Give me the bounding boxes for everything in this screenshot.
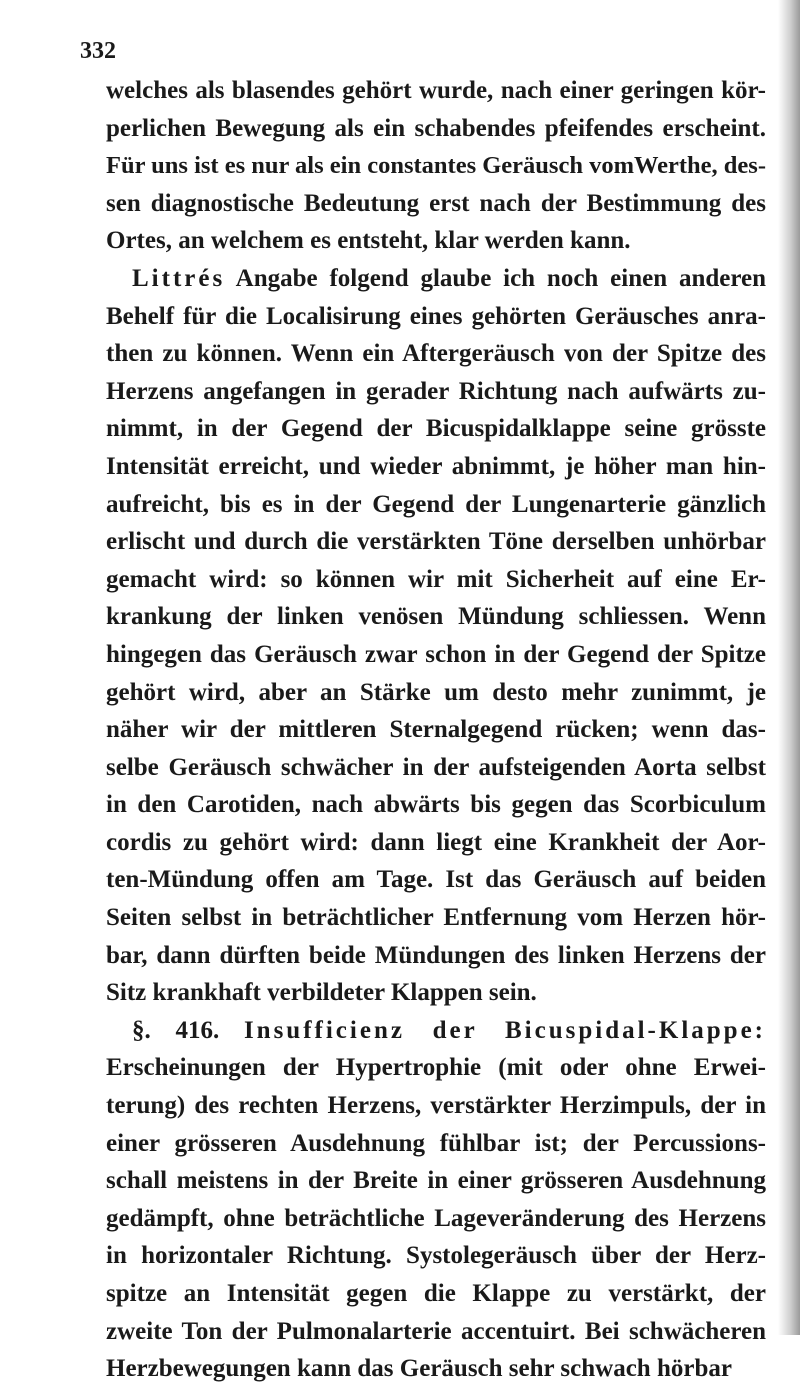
text-line: then zu können. Wenn ein Aftergeräusch von der Spitze des [106, 340, 766, 368]
text-line: nimmt, in der Gegend der Bicuspidalklappe seine grösste [106, 415, 766, 443]
author-name: Littrés [132, 264, 226, 292]
text-line: ten-Mündung offen am Tage. Ist das Geräusch auf beiden [106, 866, 766, 894]
text-line: krankung der linken venösen Mündung schliessen. Wenn [106, 603, 766, 631]
text-line: aufreicht, bis es in der Gegend der Lungenarterie gänzlich [106, 490, 766, 518]
text-line: Für uns ist es nur als ein constantes Geräusch vomWerthe, des- [106, 152, 766, 180]
text-line: Intensität erreicht, und wieder abnimmt, je höher man hin- [106, 452, 766, 480]
text-line: Erscheinungen der Hypertrophie (mit oder ohne Erwei- [106, 1054, 766, 1082]
text-line: bar, dann dürften beide Mündungen des linken Herzens der [106, 941, 766, 969]
text-line: sen diagnostische Bedeutung erst nach der Bestimmung des [106, 189, 766, 217]
text-line: in den Carotiden, nach abwärts bis gegen das Scorbiculum [106, 791, 766, 819]
text-line [106, 260, 766, 298]
text-line: perlichen Bewegung als ein schabendes pfeifendes erscheint. [106, 114, 766, 142]
text-line: Behelf für die Localisirung eines gehörten Geräusches anra- [106, 302, 766, 330]
text-line: Seiten selbst in beträchtlicher Entfernung vom Herzen hör- [106, 904, 766, 932]
body-text [106, 72, 766, 1388]
text-line: in horizontaler Richtung. Systolegeräusch über der Herz- [106, 1242, 766, 1270]
text-line: einer grösseren Ausdehnung fühlbar ist; der Percussions- [106, 1129, 766, 1157]
text-line: cordis zu gehört wird: dann liegt eine Krankheit der Aor- [106, 828, 766, 856]
text-line: gedämpft, ohne beträchtliche Lageveränderung des Herzens [106, 1204, 766, 1232]
text-line: erlischt und durch die verstärkten Töne derselben unhörbar [106, 528, 766, 556]
text-line: näher wir der mittleren Sternalgegend rücken; wenn das- [106, 716, 766, 744]
text-fragment: Angabe folgend glaube ich noch einen anderen [225, 264, 766, 292]
text-line: welches als blasendes gehört wurde, nach einer geringen kör- [106, 77, 766, 104]
text-line: schall meistens in der Breite in einer grösseren Ausdehnung [106, 1167, 766, 1195]
section-heading: Insufficienz der Bicuspidal-Klappe: [243, 1016, 767, 1044]
text-line: zweite Ton der Pulmonalarterie accentuirt. Bei schwächeren [106, 1317, 766, 1345]
page-number: 332 [80, 38, 116, 64]
text-line [106, 1012, 766, 1050]
text-line: Sitz krankhaft verbildeter Klappen sein. [106, 979, 537, 1007]
text-line: Herzens angefangen in gerader Richtung nach aufwärts zu- [106, 377, 766, 405]
page-edge-shadow [778, 0, 800, 1335]
text-line: spitze an Intensität gegen die Klappe zu verstärkt, der [106, 1280, 766, 1307]
section-number: §. 416. [132, 1016, 220, 1044]
text-line: Ortes, an welchem es entsteht, klar werden kann. [106, 227, 631, 255]
text-line: Herzbewegungen kann das Geräusch sehr schwach hörbar [106, 1355, 732, 1383]
text-line: gemacht wird: so können wir mit Sicherheit auf eine Er- [106, 565, 766, 593]
text-line: hingegen das Geräusch zwar schon in der Gegend der Spitze [106, 640, 766, 668]
text-line: terung) des rechten Herzens, verstärkter Herzimpuls, der in [106, 1092, 766, 1120]
text-line: selbe Geräusch schwächer in der aufsteigenden Aorta selbst [106, 753, 766, 781]
text-line: gehört wird, aber an Stärke um desto mehr zunimmt, je [106, 678, 766, 706]
